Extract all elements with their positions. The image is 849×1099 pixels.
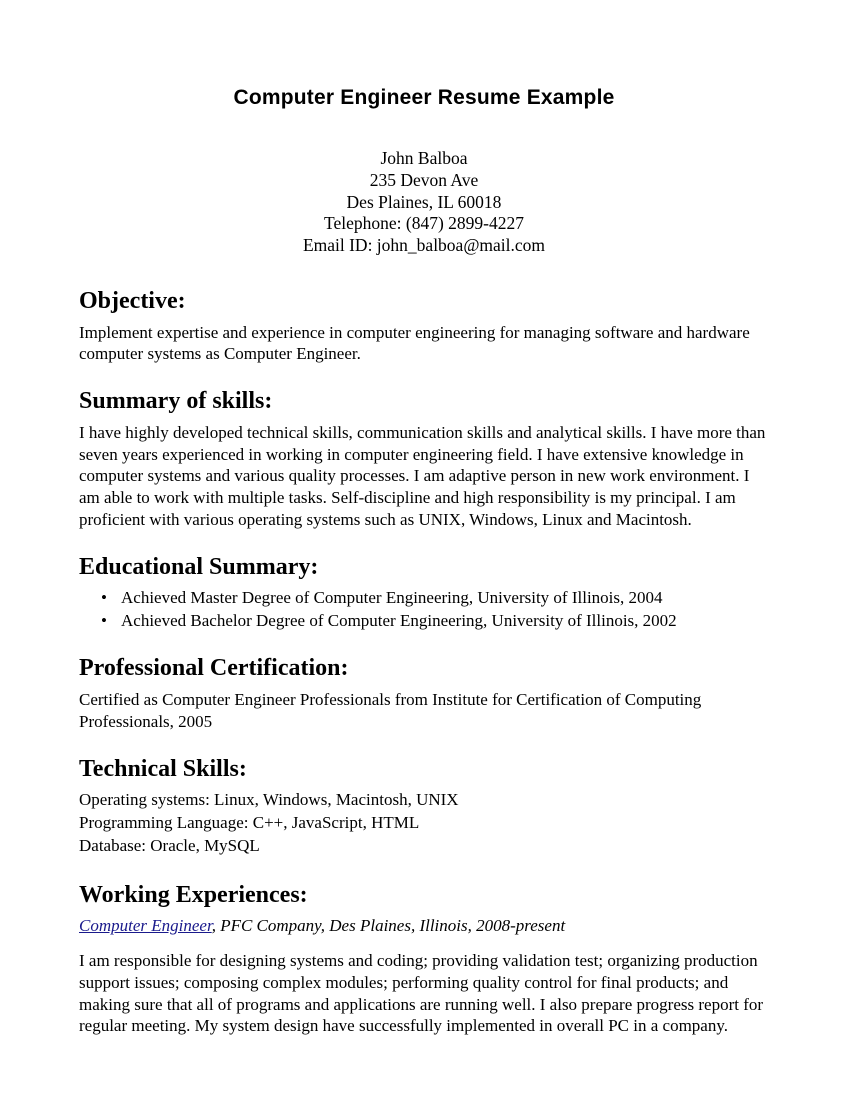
technical-skills-lines: [79, 789, 769, 857]
list-item: • Achieved Bachelor Degree of Computer Engineering, University of Illinois, 2002: [121, 610, 769, 632]
contact-name: John Balboa: [380, 148, 468, 168]
technical-skills-database: Database: Oracle, MySQL: [79, 835, 260, 855]
section-summary-of-skills: [79, 387, 769, 531]
technical-skills-heading: Technical Skills:: [79, 755, 247, 782]
summary-of-skills-text: I have highly developed technical skills, communication skills and analytical skills. I have more than seven years experienced in working in computer engineering field. I have extensive knowledge in computer systems and various quality processes. I am adaptive person in new work environment. I am able to work with multiple tasks. Self-discipline and high responsibility is my principal. I am proficient with various operating systems such as UNIX, Windows, Linux and Macintosh.: [79, 422, 766, 529]
objective-heading: Objective:: [79, 287, 186, 314]
section-objective: [79, 287, 769, 365]
objective-text: Implement expertise and experience in computer engineering for managing software and hardware computer systems as Computer Engineer.: [79, 322, 750, 364]
section-working-experiences: [79, 881, 769, 1037]
job-title-link[interactable]: Computer Engineer: [79, 916, 212, 936]
list-item: • Achieved Master Degree of Computer Engineering, University of Illinois, 2004: [121, 587, 769, 609]
contact-city-state-zip: Des Plaines, IL 60018: [346, 191, 502, 212]
job-header: [79, 916, 769, 936]
educational-summary-heading: Educational Summary:: [79, 553, 319, 580]
educational-summary-list: [79, 587, 769, 632]
professional-certification-heading: Professional Certification:: [79, 655, 349, 682]
section-professional-certification: [79, 654, 769, 732]
contact-block: [79, 148, 769, 257]
job-description: I am responsible for designing systems and coding; providing validation test; organizing production support issues; composing complex modules; performing quality control for final products; and making sure that all of programs and applications are running well. I also prepare progress report for regular meeting. My system design have successfully implemented in overall PC in a company.: [79, 951, 764, 1036]
technical-skills-operating-systems: Operating systems: Linux, Windows, Macintosh, UNIX: [79, 790, 459, 810]
contact-email: Email ID: john_balboa@mail.com: [302, 235, 546, 256]
section-technical-skills: [79, 755, 769, 858]
technical-skills-programming-language: Programming Language: C++, JavaScript, HTML: [79, 813, 420, 833]
job-details: , PFC Company, Des Plaines, Illinois, 2008-present: [211, 916, 566, 936]
contact-telephone: Telephone: (847) 2899-4227: [324, 213, 524, 234]
professional-certification-text: Certified as Computer Engineer Professionals from Institute for Certification of Computing Professionals, 2005: [79, 690, 702, 731]
page-title: Computer Engineer Resume Example: [233, 86, 615, 109]
contact-address: 235 Devon Ave: [369, 169, 479, 190]
summary-of-skills-heading: Summary of skills:: [79, 388, 273, 415]
section-educational-summary: [79, 553, 769, 633]
working-experiences-heading: Working Experiences:: [79, 882, 308, 909]
